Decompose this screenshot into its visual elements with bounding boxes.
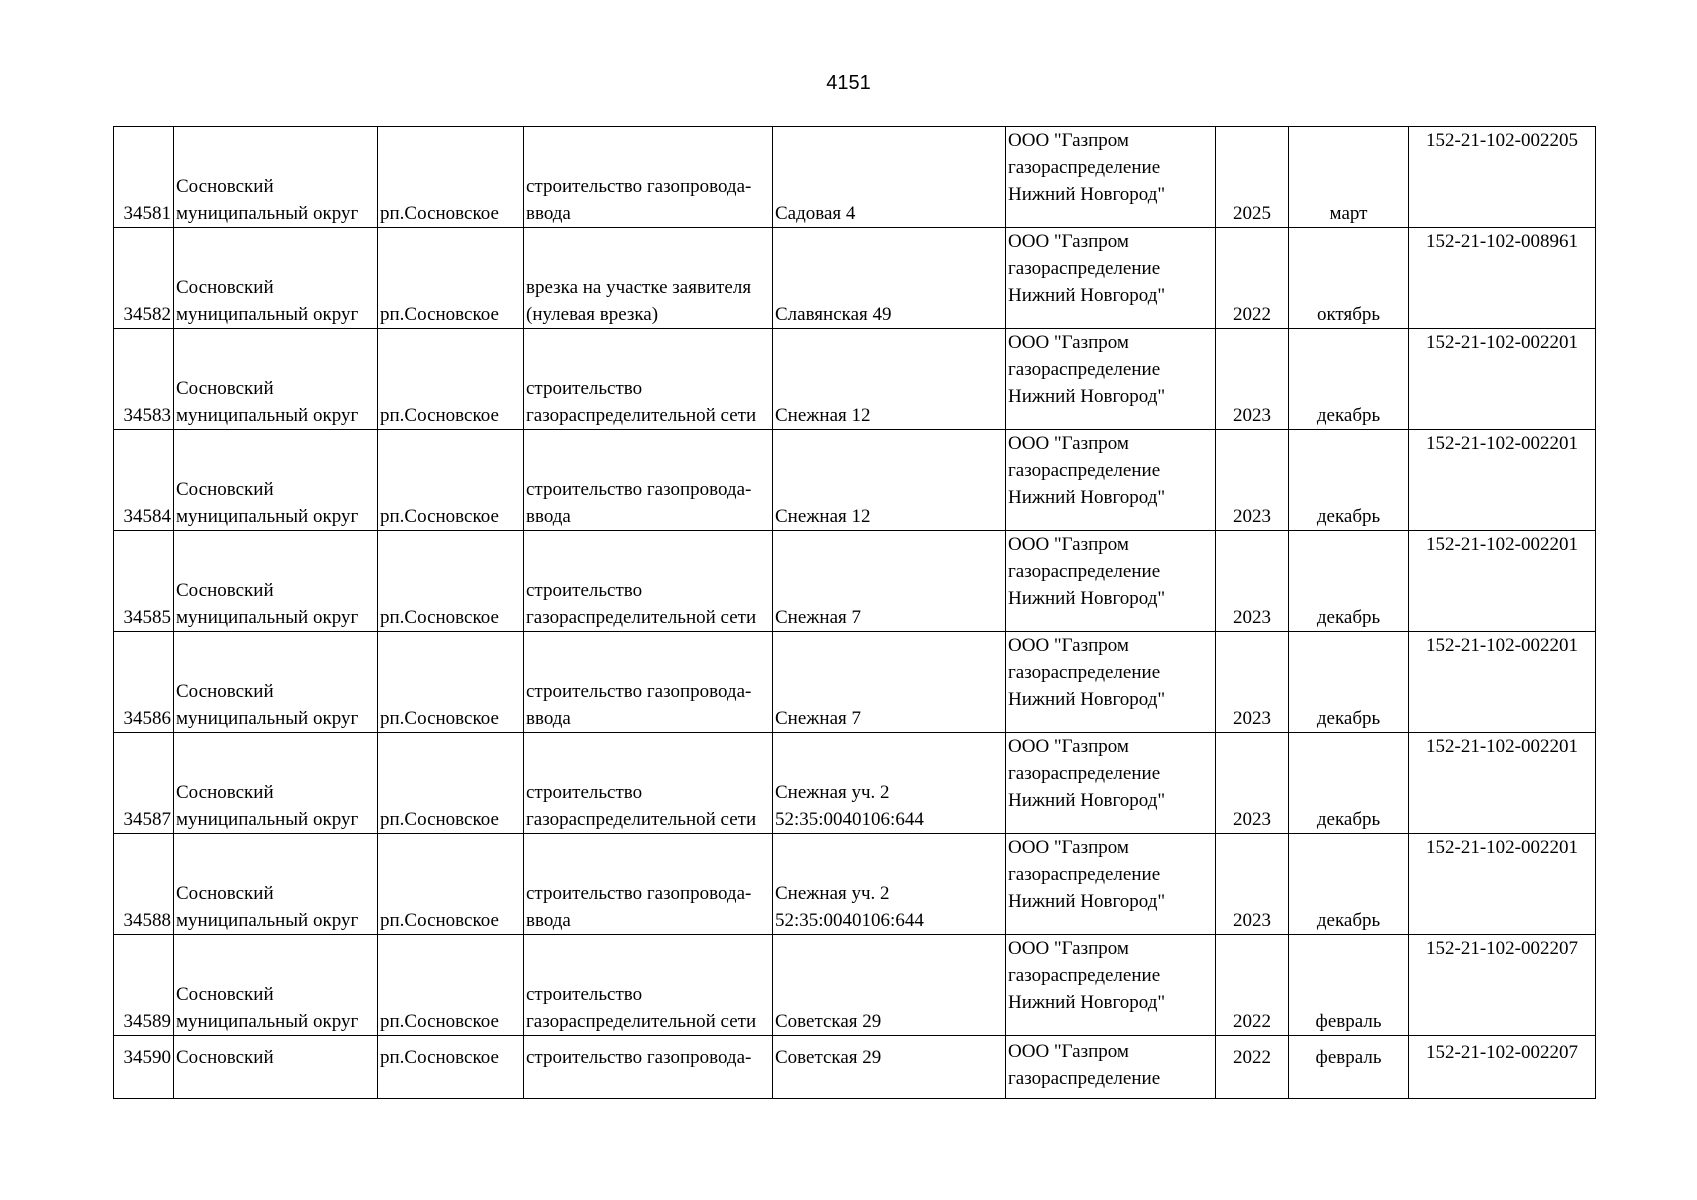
cell-district bbox=[174, 632, 378, 733]
cell-code: 152-21-102-002207 bbox=[1409, 935, 1596, 1036]
cell-work-type-line: строительство газопровода- bbox=[526, 1047, 752, 1068]
cell-organization-line: Нижний Новгород" bbox=[1008, 487, 1166, 508]
cell-settlement: рп.Сосновское bbox=[378, 228, 524, 329]
cell-year: 2023 bbox=[1216, 531, 1289, 632]
cell-organization-line: Нижний Новгород" bbox=[1008, 891, 1166, 912]
cell-organization-line: газораспределение bbox=[1008, 157, 1161, 178]
cell-address-line: 52:35:0040106:644 bbox=[775, 809, 924, 830]
table-row bbox=[114, 834, 1596, 935]
cell-work-type-line: строительство газопровода- bbox=[526, 883, 752, 904]
gas-registry-table bbox=[113, 126, 1596, 1099]
cell-organization-line: ООО "Газпром bbox=[1008, 736, 1129, 757]
cell-district bbox=[174, 935, 378, 1036]
cell-work-type-line: строительство bbox=[526, 782, 643, 803]
cell-address-line: Снежная 12 bbox=[775, 506, 871, 527]
cell-address-line: Снежная уч. 2 bbox=[775, 883, 890, 904]
cell-work-type-line: врезка на участке заявителя bbox=[526, 277, 752, 298]
cell-address-line: Советская 29 bbox=[775, 1011, 882, 1032]
cell-work-type-line: газораспределительной сети bbox=[526, 405, 757, 426]
cell-organization-line: Нижний Новгород" bbox=[1008, 588, 1166, 609]
cell-month: октябрь bbox=[1289, 228, 1409, 329]
cell-district bbox=[174, 329, 378, 430]
cell-number: 34582 bbox=[114, 228, 174, 329]
cell-work-type-line: ввода bbox=[526, 506, 571, 527]
cell-organization bbox=[1006, 531, 1216, 632]
cell-address-line: Советская 29 bbox=[775, 1047, 882, 1068]
cell-address-line: Снежная уч. 2 bbox=[775, 782, 890, 803]
cell-settlement: рп.Сосновское bbox=[378, 733, 524, 834]
cell-code: 152-21-102-002205 bbox=[1409, 127, 1596, 228]
cell-number: 34584 bbox=[114, 430, 174, 531]
cell-address-line: 52:35:0040106:644 bbox=[775, 910, 924, 931]
cell-code: 152-21-102-002201 bbox=[1409, 329, 1596, 430]
cell-district bbox=[174, 430, 378, 531]
cell-work-type bbox=[524, 228, 773, 329]
cell-organization-line: газораспределение bbox=[1008, 561, 1161, 582]
cell-settlement: рп.Сосновское bbox=[378, 127, 524, 228]
table-row bbox=[114, 228, 1596, 329]
cell-month: февраль bbox=[1289, 935, 1409, 1036]
cell-organization-line: ООО "Газпром bbox=[1008, 433, 1129, 454]
cell-number: 34581 bbox=[114, 127, 174, 228]
cell-number: 34590 bbox=[114, 1036, 174, 1099]
cell-organization-line: Нижний Новгород" bbox=[1008, 992, 1166, 1013]
cell-work-type bbox=[524, 935, 773, 1036]
cell-district-line: муниципальный округ bbox=[176, 910, 359, 931]
cell-month: февраль bbox=[1289, 1036, 1409, 1099]
cell-year: 2022 bbox=[1216, 1036, 1289, 1099]
cell-district-line: Сосновский bbox=[176, 176, 274, 197]
cell-work-type bbox=[524, 531, 773, 632]
cell-address bbox=[773, 632, 1006, 733]
cell-address bbox=[773, 531, 1006, 632]
cell-number: 34585 bbox=[114, 531, 174, 632]
table-row bbox=[114, 430, 1596, 531]
cell-district-line: Сосновский bbox=[176, 378, 274, 399]
cell-work-type bbox=[524, 430, 773, 531]
cell-district bbox=[174, 531, 378, 632]
cell-work-type-line: строительство bbox=[526, 378, 643, 399]
cell-organization-line: газораспределение bbox=[1008, 763, 1161, 784]
cell-code: 152-21-102-002201 bbox=[1409, 430, 1596, 531]
table-row bbox=[114, 1036, 1596, 1099]
cell-district bbox=[174, 834, 378, 935]
cell-work-type bbox=[524, 1036, 773, 1099]
cell-district-line: муниципальный округ bbox=[176, 708, 359, 729]
page-number: 4151 bbox=[826, 72, 871, 94]
cell-district bbox=[174, 228, 378, 329]
cell-address-line: Снежная 7 bbox=[775, 607, 861, 628]
cell-address bbox=[773, 733, 1006, 834]
cell-district-line: Сосновский bbox=[176, 580, 274, 601]
cell-code: 152-21-102-002201 bbox=[1409, 733, 1596, 834]
cell-district-line: муниципальный округ bbox=[176, 607, 359, 628]
cell-district-line: муниципальный округ bbox=[176, 1011, 359, 1032]
cell-address bbox=[773, 127, 1006, 228]
cell-district-line: Сосновский bbox=[176, 479, 274, 500]
cell-address bbox=[773, 430, 1006, 531]
cell-work-type-line: ввода bbox=[526, 910, 571, 931]
cell-organization bbox=[1006, 228, 1216, 329]
cell-work-type bbox=[524, 329, 773, 430]
cell-organization bbox=[1006, 430, 1216, 531]
cell-organization-line: ООО "Газпром bbox=[1008, 231, 1129, 252]
cell-work-type-line: строительство газопровода- bbox=[526, 681, 752, 702]
cell-district bbox=[174, 1036, 378, 1099]
cell-month: декабрь bbox=[1289, 531, 1409, 632]
cell-settlement: рп.Сосновское bbox=[378, 632, 524, 733]
cell-organization-line: газораспределение bbox=[1008, 864, 1161, 885]
cell-organization bbox=[1006, 834, 1216, 935]
cell-work-type-line: (нулевая врезка) bbox=[526, 304, 659, 325]
cell-district-line: Сосновский bbox=[176, 681, 274, 702]
cell-organization-line: ООО "Газпром bbox=[1008, 837, 1129, 858]
cell-district bbox=[174, 127, 378, 228]
cell-work-type bbox=[524, 733, 773, 834]
cell-work-type-line: строительство газопровода- bbox=[526, 479, 752, 500]
cell-district-line: муниципальный округ bbox=[176, 203, 359, 224]
cell-settlement: рп.Сосновское bbox=[378, 834, 524, 935]
cell-number: 34586 bbox=[114, 632, 174, 733]
cell-year: 2025 bbox=[1216, 127, 1289, 228]
cell-year: 2023 bbox=[1216, 430, 1289, 531]
cell-work-type-line: строительство bbox=[526, 984, 643, 1005]
cell-work-type-line: строительство газопровода- bbox=[526, 176, 752, 197]
cell-organization-line: ООО "Газпром bbox=[1008, 1041, 1129, 1062]
cell-number: 34587 bbox=[114, 733, 174, 834]
cell-organization-line: Нижний Новгород" bbox=[1008, 386, 1166, 407]
cell-district-line: муниципальный округ bbox=[176, 809, 359, 830]
cell-work-type bbox=[524, 127, 773, 228]
cell-work-type-line: строительство bbox=[526, 580, 643, 601]
cell-settlement: рп.Сосновское bbox=[378, 430, 524, 531]
cell-work-type-line: ввода bbox=[526, 203, 571, 224]
cell-organization bbox=[1006, 127, 1216, 228]
cell-district-line: муниципальный округ bbox=[176, 405, 359, 426]
cell-month: декабрь bbox=[1289, 632, 1409, 733]
cell-work-type bbox=[524, 632, 773, 733]
cell-address-line: Снежная 7 bbox=[775, 708, 861, 729]
cell-organization bbox=[1006, 733, 1216, 834]
cell-work-type-line: газораспределительной сети bbox=[526, 1011, 757, 1032]
cell-settlement: рп.Сосновское bbox=[378, 531, 524, 632]
cell-district-line: Сосновский bbox=[176, 1047, 274, 1068]
cell-district bbox=[174, 733, 378, 834]
cell-district-line: Сосновский bbox=[176, 883, 274, 904]
cell-organization-line: Нижний Новгород" bbox=[1008, 184, 1166, 205]
cell-address-line: Славянская 49 bbox=[775, 304, 892, 325]
cell-month: декабрь bbox=[1289, 733, 1409, 834]
cell-organization-line: газораспределение bbox=[1008, 662, 1161, 683]
cell-address bbox=[773, 834, 1006, 935]
cell-month: декабрь bbox=[1289, 430, 1409, 531]
cell-address bbox=[773, 935, 1006, 1036]
cell-address bbox=[773, 228, 1006, 329]
cell-organization-line: Нижний Новгород" bbox=[1008, 285, 1166, 306]
cell-district-line: Сосновский bbox=[176, 984, 274, 1005]
cell-organization bbox=[1006, 632, 1216, 733]
table-row bbox=[114, 935, 1596, 1036]
cell-organization-line: Нижний Новгород" bbox=[1008, 689, 1166, 710]
cell-number: 34583 bbox=[114, 329, 174, 430]
cell-settlement: рп.Сосновское bbox=[378, 329, 524, 430]
cell-organization-line: ООО "Газпром bbox=[1008, 534, 1129, 555]
cell-organization-line: газораспределение bbox=[1008, 1068, 1161, 1089]
cell-month: декабрь bbox=[1289, 329, 1409, 430]
cell-organization-line: ООО "Газпром bbox=[1008, 332, 1129, 353]
cell-district-line: муниципальный округ bbox=[176, 506, 359, 527]
cell-address-line: Садовая 4 bbox=[775, 203, 856, 224]
cell-year: 2023 bbox=[1216, 329, 1289, 430]
table-row bbox=[114, 733, 1596, 834]
cell-code: 152-21-102-002201 bbox=[1409, 834, 1596, 935]
cell-organization-line: газораспределение bbox=[1008, 460, 1161, 481]
cell-organization-line: ООО "Газпром bbox=[1008, 635, 1129, 656]
cell-year: 2023 bbox=[1216, 834, 1289, 935]
cell-number: 34588 bbox=[114, 834, 174, 935]
table-row bbox=[114, 329, 1596, 430]
cell-organization-line: газораспределение bbox=[1008, 258, 1161, 279]
cell-code: 152-21-102-008961 bbox=[1409, 228, 1596, 329]
cell-organization bbox=[1006, 935, 1216, 1036]
cell-work-type-line: газораспределительной сети bbox=[526, 809, 757, 830]
cell-year: 2022 bbox=[1216, 228, 1289, 329]
cell-organization bbox=[1006, 329, 1216, 430]
cell-organization-line: ООО "Газпром bbox=[1008, 938, 1129, 959]
cell-month: декабрь bbox=[1289, 834, 1409, 935]
cell-code: 152-21-102-002207 bbox=[1409, 1036, 1596, 1099]
cell-organization-line: Нижний Новгород" bbox=[1008, 790, 1166, 811]
cell-work-type-line: ввода bbox=[526, 708, 571, 729]
cell-district-line: Сосновский bbox=[176, 782, 274, 803]
cell-address bbox=[773, 329, 1006, 430]
cell-settlement: рп.Сосновское bbox=[378, 935, 524, 1036]
cell-organization-line: ООО "Газпром bbox=[1008, 130, 1129, 151]
cell-settlement: рп.Сосновское bbox=[378, 1036, 524, 1099]
cell-year: 2023 bbox=[1216, 632, 1289, 733]
cell-code: 152-21-102-002201 bbox=[1409, 531, 1596, 632]
cell-work-type bbox=[524, 834, 773, 935]
cell-work-type-line: газораспределительной сети bbox=[526, 607, 757, 628]
cell-address-line: Снежная 12 bbox=[775, 405, 871, 426]
table-row bbox=[114, 531, 1596, 632]
table-body bbox=[114, 127, 1596, 1099]
table-row bbox=[114, 127, 1596, 228]
cell-organization-line: газораспределение bbox=[1008, 965, 1161, 986]
cell-address bbox=[773, 1036, 1006, 1099]
cell-year: 2022 bbox=[1216, 935, 1289, 1036]
cell-organization-line: газораспределение bbox=[1008, 359, 1161, 380]
cell-code: 152-21-102-002201 bbox=[1409, 632, 1596, 733]
cell-month: март bbox=[1289, 127, 1409, 228]
cell-year: 2023 bbox=[1216, 733, 1289, 834]
cell-number: 34589 bbox=[114, 935, 174, 1036]
cell-organization bbox=[1006, 1036, 1216, 1099]
table-row bbox=[114, 632, 1596, 733]
cell-district-line: муниципальный округ bbox=[176, 304, 359, 325]
cell-district-line: Сосновский bbox=[176, 277, 274, 298]
